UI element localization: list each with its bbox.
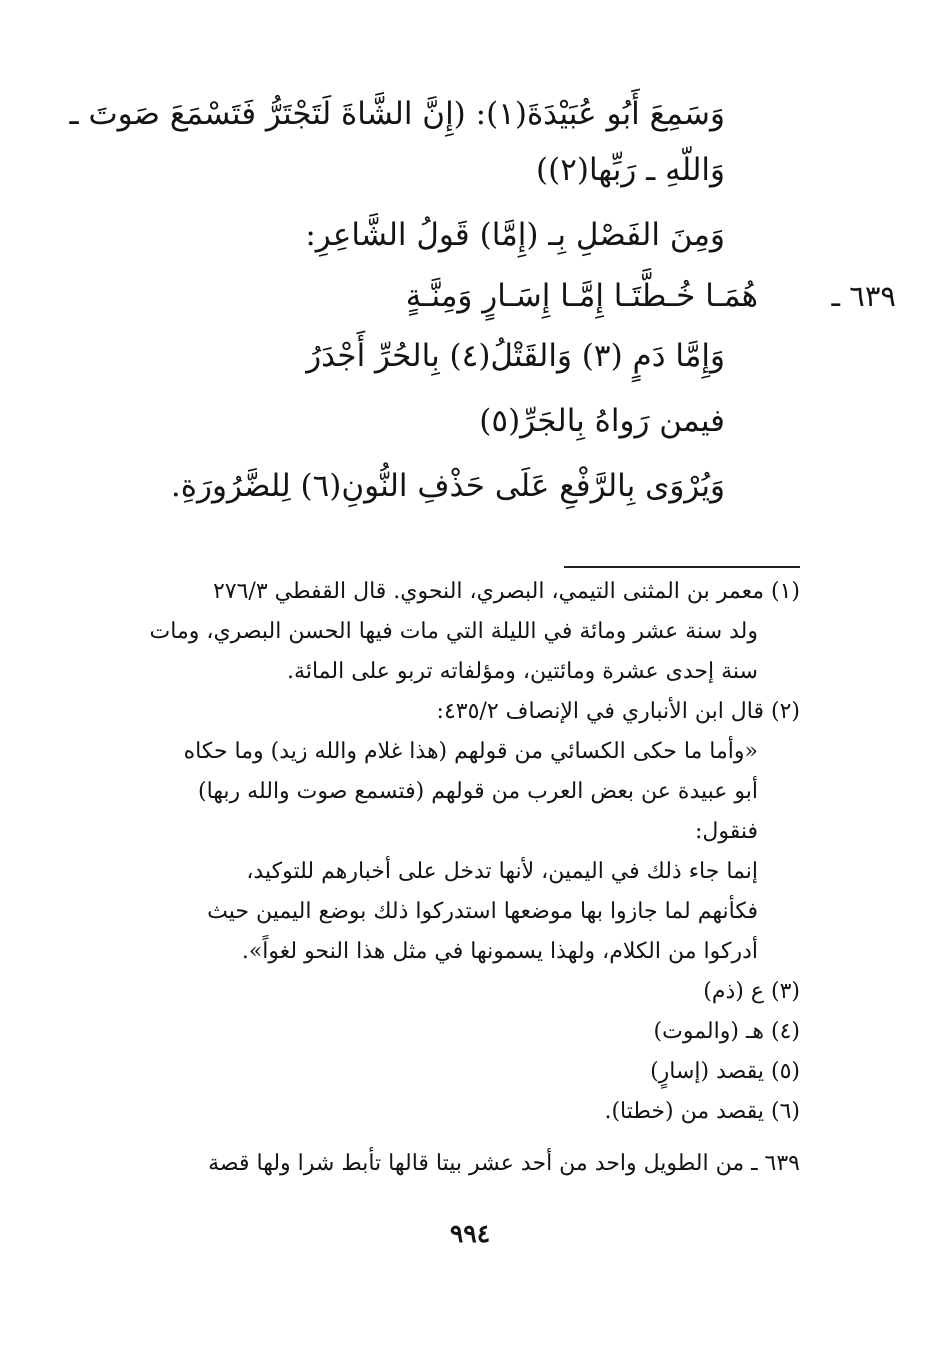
footnote-line: (٥) يقصد (إسارٍ) <box>650 1059 800 1084</box>
text-line-4: فيمن رَواهُ بِالجَرِّ(٥) <box>479 403 725 439</box>
footnote-line: (٢) قال ابن الأنباري في الإنصاف ٤٣٥/٢: <box>436 699 800 724</box>
footnote-line: (٣) ع (ذم) <box>703 979 800 1004</box>
text-line-5: وَيُرْوَى بِالرَّفْعِ عَلَى حَذْفِ النُّونِ(٦) لِلضَّرُورَةِ. <box>170 468 725 504</box>
verse-hemistich-2: وَإِمَّا دَمٍ (٣) وَالقَتْلُ(٤) بِالحُرِّ أَجْدَرُ <box>306 338 725 374</box>
page-number: ٩٩٤ <box>449 1219 491 1248</box>
footnote-line: سنة إحدى عشرة ومائتين، ومؤلفاته تربو على المائة. <box>287 659 758 684</box>
footnote-line: (١) معمر بن المثنى التيمي، البصري، النحوي. قال القفطي ٢٧٦/٣ <box>212 579 800 604</box>
footnote-divider <box>564 566 800 568</box>
footnote-line: (٤) هـ (والموت) <box>653 1019 800 1044</box>
footnote-line: ولد سنة عشر ومائة في الليلة التي مات فيها الحسن البصري، ومات <box>149 619 758 644</box>
footnote-line: فنقول: <box>694 819 758 844</box>
footnote-line: (٦) يقصد من (خطتا). <box>604 1099 800 1124</box>
verse-hemistich-1: هُمَـا خُـطَّتَـا إِمَّـا إِسَـارٍ وَمِنَّـةٍ <box>405 278 758 314</box>
footnote-line: «وأما ما حكى الكسائي من قولهم (هذا غلام والله زيد) وما حكاه <box>183 739 758 764</box>
verse-number: ٦٣٩ ـ <box>831 279 896 313</box>
verse-source-note: ٦٣٩ ـ من الطويل واحد من أحد عشر بيتا قالها تأبط شرا ولها قصة <box>208 1151 800 1176</box>
footnote-line: أدركوا من الكلام، ولهذا يسمونها في مثل هذا النحو لغواً». <box>241 939 758 964</box>
footnote-line: أبو عبيدة عن بعض العرب من قولهم (فتسمع صوت والله ربها) <box>198 779 758 804</box>
footnote-line: إنما جاء ذلك في اليمين، لأنها تدخل على أخبارهم للتوكيد، <box>246 859 758 884</box>
footnote-line: فكأنهم لما جازوا بها موضعها استدركوا ذلك بوضع اليمين حيث <box>207 899 758 924</box>
text-line-1: وَسَمِعَ أَبُو عُبَيْدَةَ(١): (إِنَّ الشَّاةَ لَتَجْتَرُّ فَتَسْمَعَ صَوتَ ـ <box>69 96 725 132</box>
text-line-2: وَاللّهِ ـ رَبِّها(٢)) <box>536 152 725 188</box>
text-line-3: وَمِنَ الفَصْلِ بِـ (إِمَّا) قَولُ الشَّاعِرِ: <box>305 217 725 253</box>
